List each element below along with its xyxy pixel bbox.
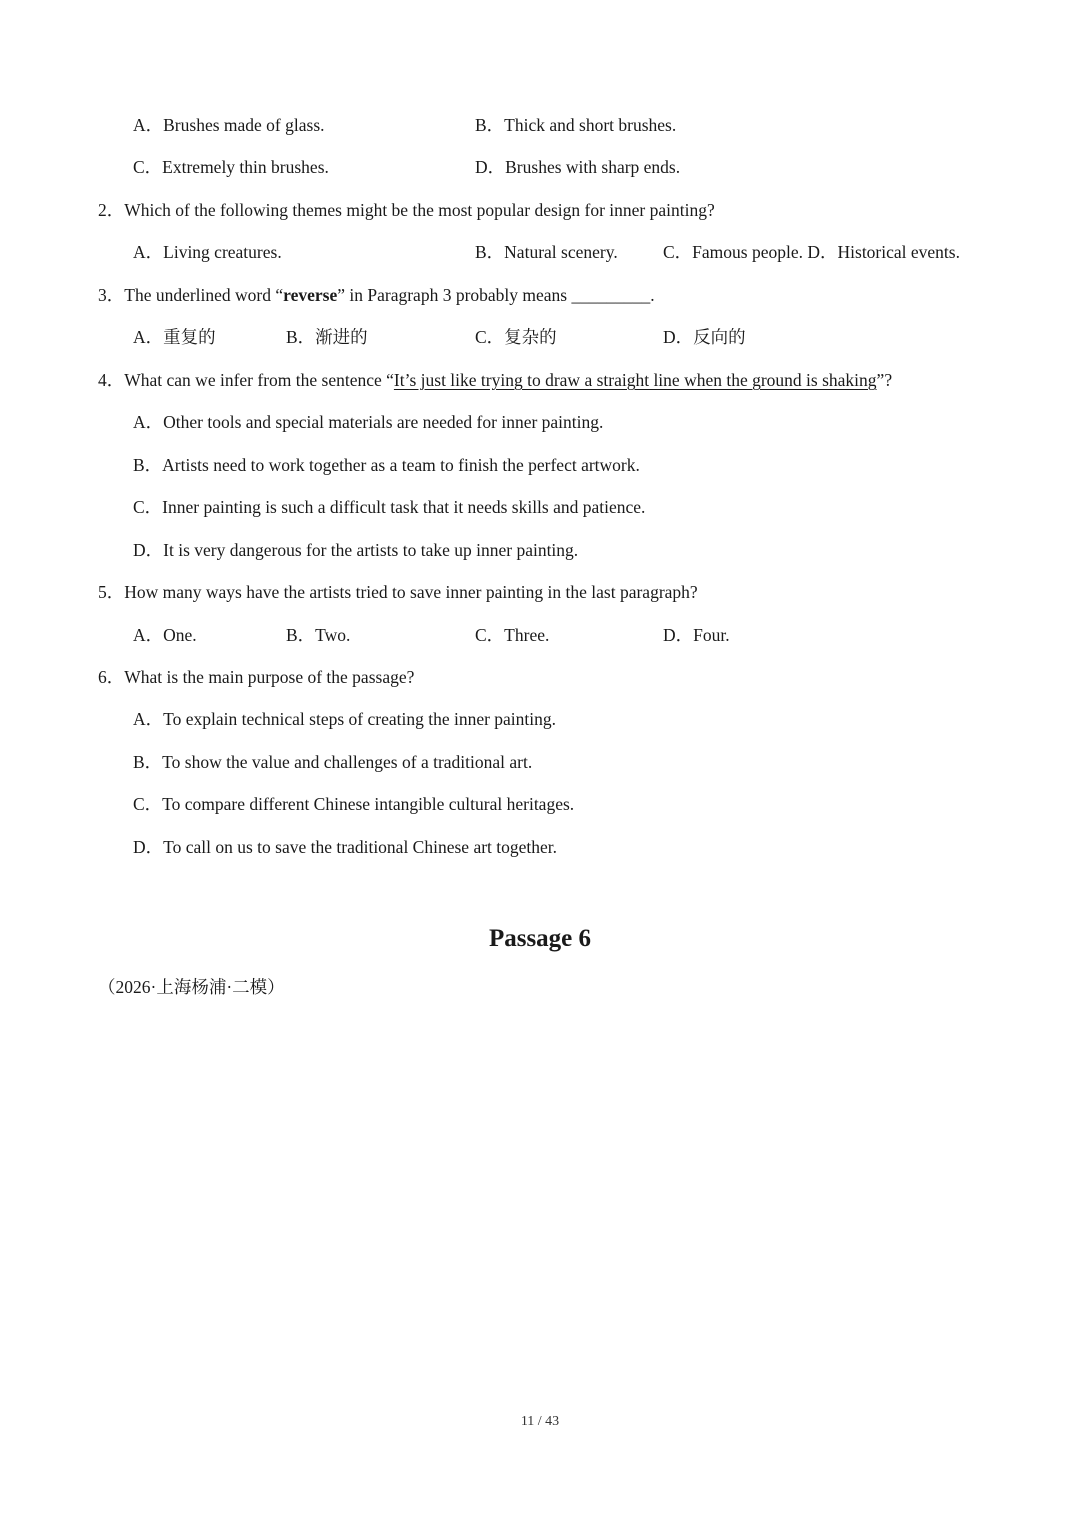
q4-stem-quote: It’s just like trying to draw a straight line when the ground is shaking: [393, 370, 877, 390]
q2-stem: 2．Which of the following themes might be the most popular design for inner painting?: [98, 200, 715, 220]
q3-stem-post: ” in Paragraph 3 probably means _________.: [337, 285, 655, 305]
q2-option-cd: C．Famous people. D．Historical events.: [663, 242, 960, 262]
q6-option-b: B．To show the value and challenges of a traditional art.: [133, 752, 533, 772]
q6-option-d: D．To call on us to save the traditional Chinese art together.: [133, 837, 558, 857]
q3-stem-word: reverse: [283, 285, 338, 305]
q6-option-c: C．To compare different Chinese intangible cultural heritages.: [133, 794, 575, 814]
q1-option-c: C．Extremely thin brushes.: [133, 157, 329, 177]
q3-stem: [98, 284, 655, 306]
q4-stem-post: ”?: [876, 370, 893, 390]
q4-stem-pre: 4．What can we infer from the sentence “: [98, 370, 394, 390]
q2-option-a: A．Living creatures.: [133, 242, 282, 262]
q1-option-d: D．Brushes with sharp ends.: [475, 157, 681, 177]
passage-source: （2026·上海杨浦·二模）: [98, 977, 285, 997]
q4-stem: [98, 369, 892, 391]
q6-option-a: A．To explain technical steps of creating the inner painting.: [133, 709, 557, 729]
q3-option-b: B．渐进的: [286, 327, 368, 347]
q3-option-a: A．重复的: [133, 327, 216, 347]
q1-option-a: A．Brushes made of glass.: [133, 115, 325, 135]
q4-option-b: B．Artists need to work together as a team to finish the perfect artwork.: [133, 455, 640, 475]
q3-stem-pre: 3．The underlined word “: [98, 285, 284, 305]
q5-option-d: D．Four.: [663, 625, 730, 645]
q3-option-c: C．复杂的: [475, 327, 557, 347]
q4-option-a: A．Other tools and special materials are needed for inner painting.: [133, 412, 604, 432]
q1-option-b: B．Thick and short brushes.: [475, 115, 677, 135]
page-number: 11 / 43: [520, 1414, 560, 1429]
q4-option-c: C．Inner painting is such a difficult task that it needs skills and patience.: [133, 497, 646, 517]
q5-option-b: B．Two.: [286, 625, 351, 645]
q5-option-a: A．One.: [133, 625, 197, 645]
q2-option-b: B．Natural scenery.: [475, 242, 618, 262]
passage-title: Passage 6: [488, 925, 592, 952]
q5-option-c: C．Three.: [475, 625, 550, 645]
q6-stem: 6．What is the main purpose of the passage?: [98, 667, 415, 687]
q5-stem: 5．How many ways have the artists tried to save inner painting in the last paragraph?: [98, 582, 698, 602]
q3-option-d: D．反向的: [663, 327, 746, 347]
q4-option-d: D．It is very dangerous for the artists to take up inner painting.: [133, 540, 579, 560]
